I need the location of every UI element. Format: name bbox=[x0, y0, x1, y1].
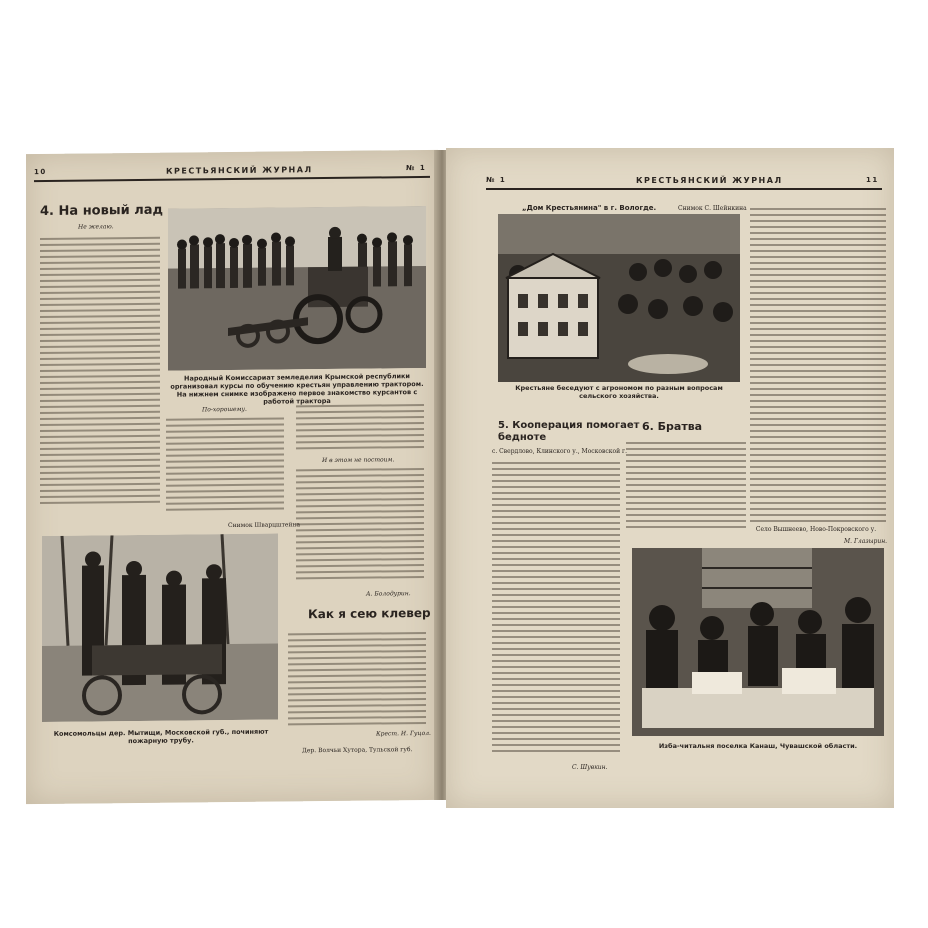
article2-title: Как я сею клевер bbox=[308, 605, 431, 622]
article1-subtitle: Не желаю. bbox=[78, 223, 114, 231]
photo1-caption: Крестьяне беседуют с агрономом по разным вопросам сельского хозяйства. bbox=[515, 384, 723, 400]
article6-body bbox=[626, 438, 746, 530]
left-running-head: КРЕСТЬЯНСКИЙ ЖУРНАЛ bbox=[166, 165, 313, 176]
article1-title: 4. На новый лад bbox=[40, 202, 164, 220]
article1-body bbox=[40, 233, 160, 524]
article6-continued-body bbox=[750, 204, 886, 534]
photo1-credit: Снимок С. Шейнкина bbox=[678, 205, 747, 212]
peasant-house-photo bbox=[498, 214, 740, 382]
place2: Дер. Волчьи Хутора, Тульской губ. bbox=[302, 746, 413, 755]
article6-place: Село Вышнеево, Ново-Покровского у. bbox=[755, 526, 877, 533]
right-page bbox=[446, 148, 894, 808]
article5-place: с. Свердлово, Клинского у., Московской г. bbox=[492, 448, 628, 455]
article1-body-col2 bbox=[166, 413, 284, 514]
fire-pump-caption: Комсомольцы дер. Мытищи, Московской губ., починяют пожарную трубу. bbox=[53, 727, 269, 746]
credit1: Снимок Шварцштейна bbox=[228, 521, 301, 530]
article2-body bbox=[288, 628, 426, 729]
reading-hut-caption: Изба-читальня поселка Канаш, Чувашской области. bbox=[658, 742, 858, 750]
signature2: Крест. И. Гуцол. bbox=[376, 729, 431, 738]
tractor-course-photo bbox=[168, 206, 426, 371]
article1-body-col3a bbox=[296, 400, 424, 451]
mid-heading: По-хорошему. bbox=[202, 405, 247, 414]
article6-title: 6. Братва bbox=[642, 420, 703, 433]
photo1-title: „Дом Крестьянина" в г. Вологде. bbox=[522, 204, 657, 212]
article5-body bbox=[492, 458, 620, 758]
article1-body-col3b bbox=[296, 464, 424, 585]
right-header-rule bbox=[486, 188, 882, 190]
right-page-number: 11 bbox=[866, 176, 879, 184]
article6-signature: М. Глазырин. bbox=[844, 538, 888, 545]
reading-hut-photo bbox=[632, 548, 884, 736]
fire-pump-photo bbox=[42, 534, 278, 722]
signature1: А. Болодурин. bbox=[366, 590, 411, 598]
left-page bbox=[26, 150, 438, 804]
left-page-number: 10 bbox=[34, 167, 47, 177]
inner-heading: И в этом не постоим. bbox=[322, 456, 395, 465]
tractor-photo-caption: Народный Комиссариат земледелия Крымской республики организовал курсы по обучению крестьян управлению трактором. На нижнем снимке изображено первое знакомство курсантов с работой трактора bbox=[170, 372, 424, 406]
article5-title: 5. Кооперация помогает бедноте bbox=[498, 420, 640, 443]
left-header-rule bbox=[34, 176, 430, 182]
right-issue-mark: № 1 bbox=[486, 176, 507, 184]
right-running-head: КРЕСТЬЯНСКИЙ ЖУРНАЛ bbox=[636, 176, 783, 185]
left-issue-mark: № 1 bbox=[406, 163, 427, 173]
article5-signature: С. Шувкин. bbox=[572, 764, 608, 771]
